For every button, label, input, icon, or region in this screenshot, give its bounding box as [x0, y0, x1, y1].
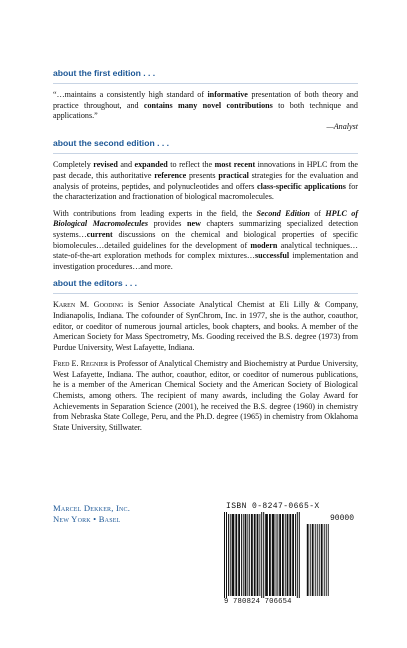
barcode-bar [259, 514, 260, 596]
isbn-barcode [220, 502, 360, 608]
barcode-bar [289, 514, 291, 596]
second-edition-paragraph-2: With contributions from leading experts in the field, the Second Edition of HPLC of Biological Macromolecules provides new chapters summarizing specialized detection systems…current discussions on the chemical and biological properties of specific biomolecules…detailed guidelines for the development of modern analytical techniques…state-of-the-art exploration methods for complex mixtures…successful implementation and investigation procedures…and more. [53, 208, 359, 271]
barcode-bar [276, 514, 277, 596]
first-edition-heading: about the first edition . . . [53, 68, 156, 78]
second-edition-paragraph-1: Completely revised and expanded to reflect the most recent innovations in HPLC from the past decade, this authoritative reference presents practical strategies for the evaluation and analysis of proteins, peptides, and polynucleotides and offers class-specific applications for the characterization and fractionation of biological macromolecules. [53, 160, 359, 202]
second-edition-heading: about the second edition . . . [53, 138, 170, 149]
quote-attribution: —Analyst [326, 121, 358, 131]
barcode-bar [317, 524, 318, 596]
barcode-bar [241, 514, 242, 596]
isbn-label: ISBN 0-8247-0665-X [226, 502, 320, 511]
heading-rule [53, 83, 358, 84]
barcode-bar [265, 514, 268, 596]
publisher-imprint [53, 503, 130, 525]
barcode-bar [310, 524, 311, 596]
barcode-bar [226, 512, 227, 598]
barcode-bar [261, 512, 262, 598]
barcode-bar [235, 514, 237, 596]
barcode-bar [328, 524, 329, 596]
publisher-cities: New York • Basel [53, 514, 121, 524]
barcode-bars [220, 512, 360, 598]
heading-rule [53, 153, 358, 154]
barcode-bar [247, 514, 248, 596]
barcode-bar [245, 514, 247, 596]
barcode-bar [263, 512, 264, 598]
heading-rule [53, 293, 358, 294]
barcode-bar [319, 524, 320, 596]
barcode-bar [228, 514, 229, 596]
barcode-bar [224, 512, 225, 598]
barcode-bar [307, 524, 309, 596]
barcode-bar [292, 514, 294, 596]
barcode-bar [243, 514, 244, 596]
barcode-bar [321, 524, 323, 596]
first-edition-section [53, 68, 358, 132]
barcode-bar [257, 514, 259, 596]
barcode-bar [297, 512, 298, 598]
ean-number: 9 780824 706654 [224, 598, 292, 606]
editors-section [53, 278, 358, 433]
barcode-bar [282, 514, 284, 596]
barcode-bar [232, 514, 235, 596]
barcode-bar [287, 514, 289, 596]
barcode-bar [277, 514, 278, 596]
barcode-bar [295, 514, 296, 596]
barcode-bar [324, 524, 325, 596]
barcode-bar [249, 514, 250, 596]
price-addon-number: 90000 [330, 514, 355, 523]
barcode-bar [238, 514, 240, 596]
barcode-bar [269, 514, 271, 596]
publisher-name: Marcel Dekker, Inc. [53, 503, 131, 513]
editor-bio-gooding: Karen M. Gooding is Senior Associate Analytical Chemist at Eli Lilly & Company, Indianapolis, Indiana. The cofounder of SynChrom, Inc. in 1977, she is the author, coauthor, editor, or coeditor of numerous journal articles, book chapters, and books. A member of the American Society for Mass Spectrometry, Ms. Gooding received the B.S. degree (1973) from Purdue University, West Lafayette, Indiana. [53, 300, 358, 352]
barcode-bar [251, 514, 253, 596]
first-edition-quote: “…maintains a consistently high standard of informative presentation of both theory and practice throughout, and contains many novel contributions to both technique and applications.” [53, 90, 359, 121]
barcode-bar [312, 524, 314, 596]
second-edition-section [53, 138, 358, 272]
barcode-bar [254, 514, 256, 596]
editor-bio-regnier: Fred E. Regnier is Professor of Analytical Chemistry and Biochemistry at Purdue University, West Lafayette, Indiana. The author, coauthor, editor, or coeditor of numerous publications, he is a member of the American Chemical Society and the American Society of Biological Chemists, among others. The recipient of many awards, including the Golay Award for Achievements in Separation Science (2001), he received the B.S. degree (1960) in chemistry from Nebraska State College, Peru, and the Ph.D. degree (1965) in chemistry from Oklahoma State University, Stillwater. [53, 359, 358, 432]
barcode-bar [230, 514, 231, 596]
barcode-bar [272, 514, 275, 596]
editors-heading: about the editors . . . [53, 278, 138, 289]
barcode-bar [285, 514, 286, 596]
barcode-bar [326, 524, 327, 596]
barcode-bar [315, 524, 316, 596]
barcode-bar [299, 512, 300, 598]
barcode-bar [279, 514, 281, 596]
cover-text [53, 68, 358, 439]
